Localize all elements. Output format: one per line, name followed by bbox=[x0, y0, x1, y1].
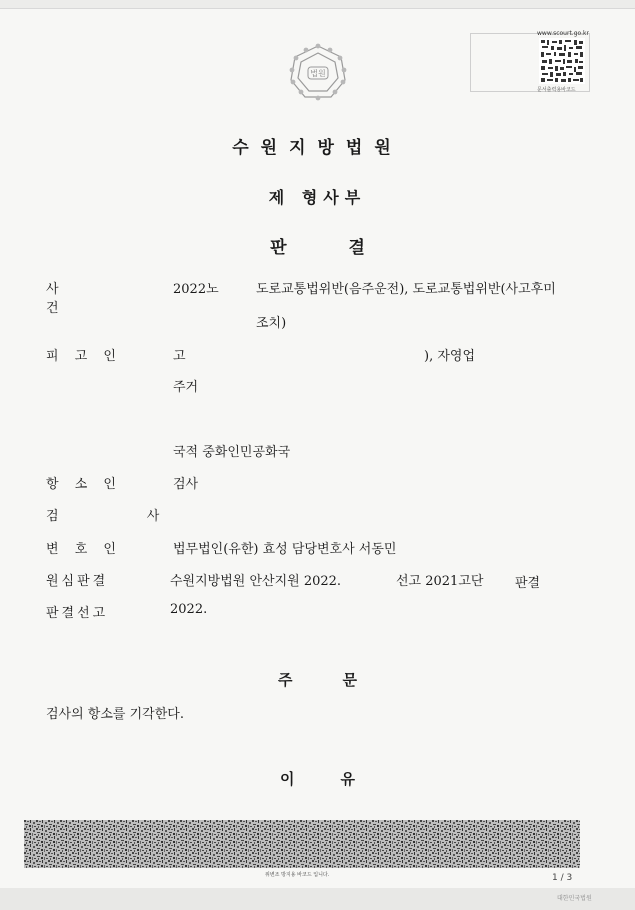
defendant-name: 고 bbox=[173, 349, 186, 364]
page-number: 1 / 3 bbox=[552, 873, 573, 883]
qr-code-icon bbox=[539, 38, 585, 84]
reasons-title bbox=[0, 768, 635, 789]
defendant-occupation: ), 자영업 bbox=[424, 349, 476, 364]
defendant-label: 피 고 인 bbox=[46, 349, 122, 364]
defendant-nationality: 국적 중화인민공화국 bbox=[173, 445, 291, 460]
order-text: 검사의 항소를 기각한다. bbox=[46, 707, 184, 722]
order-title-left: 주 bbox=[278, 671, 293, 689]
division-title: 제 형사부 bbox=[268, 188, 367, 207]
counsel-value: 법무법인(유한) 효성 담당변호사 서동민 bbox=[173, 542, 397, 557]
judgment-title-left: 판 bbox=[270, 238, 287, 258]
counsel-label: 변 호 인 bbox=[46, 542, 122, 557]
reasons-title-left: 이 bbox=[280, 770, 295, 788]
case-number: 2022노 bbox=[173, 282, 219, 297]
barcode-caption: 위변조 방지용 바코드 입니다. bbox=[265, 872, 330, 878]
bottom-scan-band bbox=[0, 888, 635, 910]
case-label-text: 사 건 bbox=[46, 282, 101, 316]
qr-caption: 문서출력용바코드 bbox=[537, 87, 576, 93]
appellant-label: 항 소 인 bbox=[46, 477, 122, 492]
original-judgment-label: 원심판결 bbox=[46, 574, 109, 589]
judgment-title-right: 결 bbox=[348, 238, 365, 258]
security-barcode bbox=[24, 820, 580, 868]
original-judgment-court: 수원지방법원 안산지원 2022. bbox=[170, 574, 342, 589]
seal-text: 법원 bbox=[310, 69, 326, 78]
original-judgment-sentence: 선고 2021고단 bbox=[396, 574, 484, 589]
order-title-right: 문 bbox=[342, 671, 357, 689]
case-charge-line2: 조치) bbox=[256, 316, 287, 331]
court-seal-icon bbox=[283, 42, 353, 102]
court-name: 수원지방법원 bbox=[232, 138, 403, 158]
reasons-title-right: 유 bbox=[340, 770, 355, 788]
order-title bbox=[0, 669, 635, 690]
original-judgment-suffix: 판결 bbox=[515, 576, 541, 591]
appellant-value: 검사 bbox=[173, 477, 199, 492]
qr-url: www.scourt.go.kr bbox=[537, 30, 589, 37]
case-charge-line1: 도로교통법위반(음주운전), 도로교통법위반(사고후미 bbox=[256, 282, 556, 297]
pronouncement-label: 판결선고 bbox=[46, 606, 109, 621]
page-top-edge bbox=[0, 0, 635, 9]
pronouncement-value: 2022. bbox=[170, 602, 208, 617]
judgment-title bbox=[0, 233, 635, 258]
case-label bbox=[46, 278, 116, 316]
defendant-residence-label: 주거 bbox=[173, 380, 199, 395]
prosecutor-label: 검 사 bbox=[46, 509, 202, 524]
footer-watermark: 대한민국법원 bbox=[557, 895, 592, 902]
